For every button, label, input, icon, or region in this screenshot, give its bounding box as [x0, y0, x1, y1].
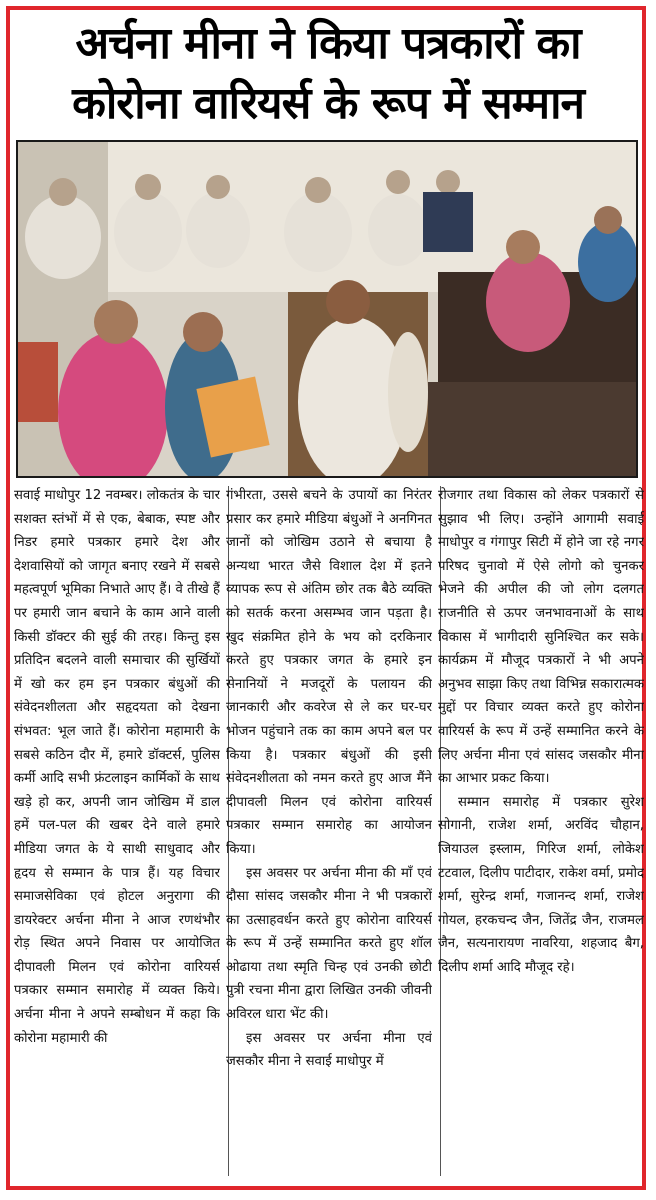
article-column-2 — [226, 484, 432, 1184]
headline — [14, 14, 642, 134]
paragraph: सवाई माधोपुर 12 नवम्बर। लोकतंत्र के चार सशक्त स्तंभों में से एक, बेबाक, स्पष्ट और निडर हमारे पत्रकार हमारे देश और देशवासियों को जागृत बनाए रखने में सबसे महत्वपूर्ण भूमिका निभाते आए हैं। वे तीखे हैं पर हमारी जान बचाने के काम आने वाली किसी डॉक्टर की सुई की तरह। किन्तु इस प्रतिदिन बदलने वाली समाचार की सुर्खियों में खो कर हम इन पत्रकार बंधुओं की संवेदनशीलता और सहृदयता को देखना संभवत: भूल जाते हैं। कोरोना महामारी के सबसे कठिन दौर में, हमारे डॉक्टर्स, पुलिस कर्मी आदि सभी फ्रंटलाइन कार्मिकों के साथ खड़े हो कर, अपनी जान जोखिम में डाल हमें पल-पल की खबर देने वाले हमारे मीडिया जगत के ये साथी साधुवाद और हृदय से सम्मान के पात्र हैं। यह विचार समाजसेविका एवं होटल अनुरागा की डायरेक्टर अर्चना मीना ने आज रणथंभौर रोड़ स्थित अपने निवास पर आयोजित दीपावली मिलन एवं कोरोना वारियर्स पत्रकार सम्मान समारोह में व्यक्त किये। अर्चना मीना ने अपने सम्बोधन में कहा कि कोरोना महामारी की — [14, 488, 220, 1046]
photo-illustration — [18, 142, 636, 476]
paragraph: गंभीरता, उससे बचने के उपायों का निरंतर प्रसार कर हमारे मीडिया बंधुओं ने अनगिनत जानों को जोखिम उठाने से बचाया है अन्यथा भारत जैसे विशाल देश में इतने व्यापक रूप से अंतिम छोर तक बैठे व्यक्ति को सतर्क करना असम्भव जान पड़ता है। खुद संक्रमित होने के भय को दरकिनार करते हुए पत्रकार जगत के हमारे इन सेनानियों ने मजदूरों के पलायन की जानकारी और कवरेज से ले कर घर-घर भोजन पहुंचाने तक का काम अपने बल पर किया है। पत्रकार बंधुओं की इसी संवेदनशीलता को नमन करते हुए आज मैंने दीपावली मिलन एवं कोरोना वारियर्स पत्रकार सम्मान समारोह का आयोजन किया। — [226, 488, 432, 857]
headline-line-2: कोरोना वारियर्स के रूप में सम्मान — [72, 78, 584, 129]
paragraph: रोजगार तथा विकास को लेकर पत्रकारों से सुझाव भी लिए। उन्होंने आगामी सवाई माधोपुर व गंगापुर सिटी में होने जा रहे नगर परिषद चुनावो में ऐसे लोगो को चुनकर भेजने की अपील की जो लोग दलगत राजनीति से ऊपर जनभावनाओं के साथ विकास में भागीदारी सुनिश्चित कर सके। कार्यक्रम में मौजूद पत्रकारों ने भी अपने अनुभव साझा किए तथा विभिन्न सकारात्मक मुद्दों पर विचार व्यक्त करते हुए कोरोना वारियर्स के रूप में उन्हें सम्मानित करने के लिए अर्चना मीना एवं सांसद जसकौर मीना का आभार प्रकट किया। — [438, 488, 644, 787]
news-photo — [16, 140, 638, 478]
article-column-1 — [14, 484, 220, 1184]
paragraph: इस अवसर पर अर्चना मीना की माँ एवं दौसा सांसद जसकौर मीना ने भी पत्रकारों का उत्साहवर्धन करते हुए कोरोना वारियर्स के रूप में उन्हें सम्मानित करते हुए शॉल ओढाया तथा स्मृति चिन्ह एवं उनकी छोटी पुत्री रचना मीना द्वारा लिखित उनकी जीवनी अविरल धारा भेंट की। — [226, 865, 432, 1023]
article-column-3 — [438, 484, 644, 1184]
paragraph: इस अवसर पर अर्चना मीना एवं जसकौर मीना ने सवाई माधोपुर में — [226, 1030, 432, 1070]
headline-line-1: अर्चना मीना ने किया पत्रकारों का — [75, 18, 581, 69]
article-body — [14, 484, 644, 1184]
paragraph: सम्मान समारोह में पत्रकार सुरेश सोगानी, राजेश शर्मा, अरविंद चौहान, जियाउल इस्लाम, गिरिज शर्मा, लोकेश टटवाल, दिलीप पाटीदार, राकेश वर्मा, प्रमोद शर्मा, सुरेन्द्र शर्मा, गजानन्द शर्मा, राजेश गोयल, हरकचन्द जैन, जितेंद्र जैन, राजमल जैन, सत्यनारायण नावरिया, शहजाद बैग, दिलीप शर्मा आदि मौजूद रहे। — [438, 794, 644, 975]
